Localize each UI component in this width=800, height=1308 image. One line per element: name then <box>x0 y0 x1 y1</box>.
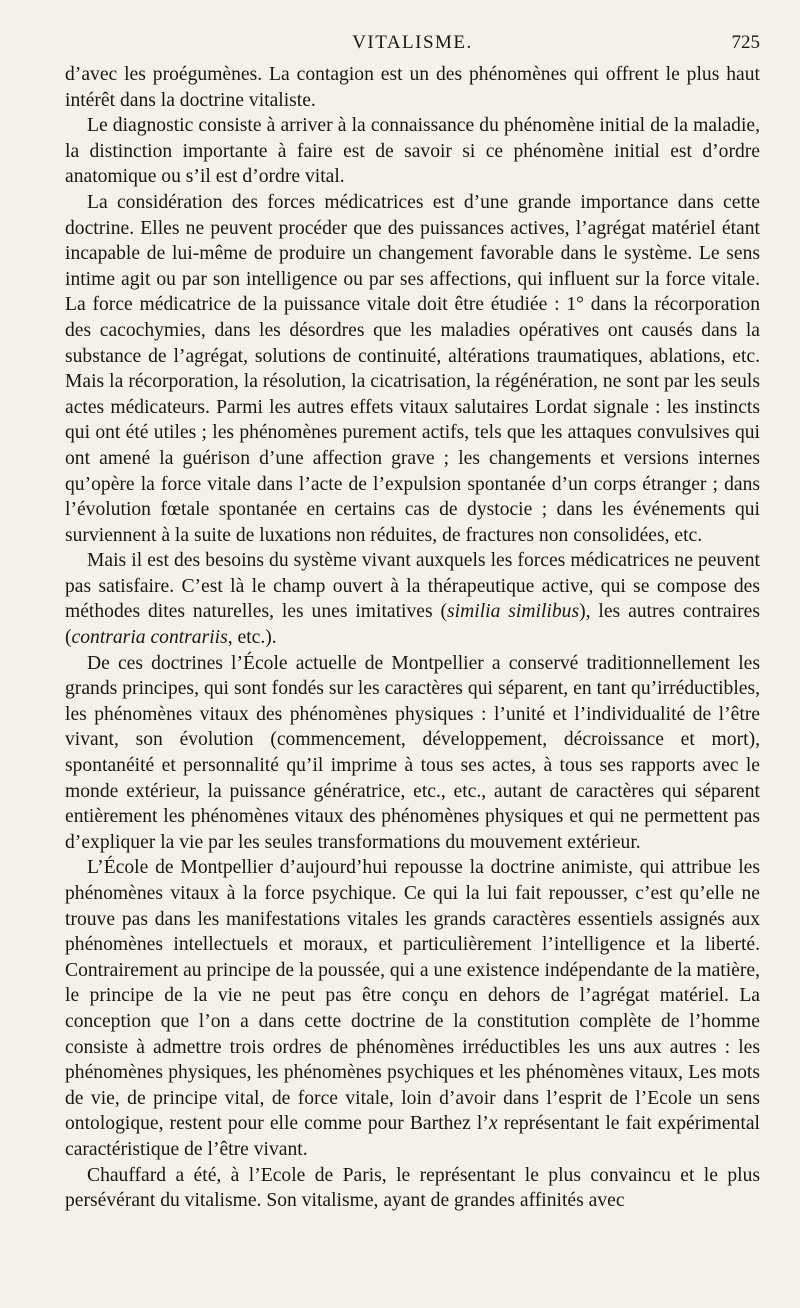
italic-similia-similibus: similia similibus <box>447 601 580 623</box>
italic-x: x <box>488 1113 498 1135</box>
running-title: VITALISME. <box>352 32 473 53</box>
paragraph-4 <box>65 548 760 650</box>
paragraph-5: De ces doctrines l’École actuelle de Montpellier a conservé traditionnellement les grands principes, qui sont fondés sur les caractères qui séparent, en tant qu’irréductibles, les phénomènes vitaux des phénomènes physiques : l’unité et l’individualité de l’être vivant, son évolution (commencement, développement, décroissance et mort), spontanéité et personnalité qu’il imprime à tous ses actes, à tous ses rapports avec le monde extérieur, la puissance génératrice, etc., etc., autant de caractères qui séparent entièrement les phénomènes vitaux des phénomènes physiques et qui ne permettent pas d’expliquer la vie par les seules transformations du mouvement extérieur. <box>65 652 760 853</box>
paragraph-6 <box>65 855 760 1162</box>
paragraph-3: La considération des forces médicatrices est d’une grande importance dans cette doctrine. Elles ne peuvent procéder que des puissances actives, l’agrégat matériel étant incapable de lui-même de produire un changement favorable dans le système. Le sens intime agit ou par son intelligence ou par ses affections, qui influent sur la force vitale. La force médicatrice de la puissance vitale doit être étudiée : 1° dans la récorporation des cacochymies, dans les désordres que les maladies opératives ont causés dans la substance de l’agrégat, solutions de continuité, altérations traumatiques, ablations, etc. Mais la récorporation, la résolution, la cicatrisation, la régénération, ne sont par les seuls actes médicateurs. Parmi les autres effets vitaux salutaires Lordat signale : les instincts qui ont été utiles ; les phénomènes purement actifs, tels que les attaques convulsives qui ont amené la guérison d’une affection grave ; les changements et versions internes qu’opère la force vitale dans l’acte de l’expulsion spontanée d’un corps étranger ; dans l’évolution fœtale spontanée en certains cas de dystocie ; dans les événements qui surviennent à la suite de luxations non réduites, de fractures non consolidées, etc. <box>65 191 760 546</box>
paragraph-1: d’avec les proégumènes. La contagion est un des phénomènes qui offrent le plus haut intérêt dans la doctrine vitaliste. <box>65 64 760 111</box>
paragraph-7: Chauffard a été, à l’Ecole de Paris, le représentant le plus convaincu et le plus persévérant du vitalisme. Son vitalisme, ayant de grandes affinités avec <box>65 1164 760 1212</box>
page-number: 725 <box>731 32 760 53</box>
paragraph-2: Le diagnostic consiste à arriver à la connaissance du phénomène initial de la maladie, la distinction importante à faire est de savoir si ce phénomène initial est d’ordre anatomique ou s’il est d’ordre vital. <box>65 115 760 188</box>
paragraph-4-part-3: , etc.). <box>227 627 277 649</box>
paragraph-6-part-2: représentant le fait expérimental caractéristique de l’être vivant. <box>65 1113 761 1160</box>
paragraph-4-part-2: ), les autres contraires ( <box>65 601 760 649</box>
paragraph-6-part-1: L’École de Montpellier d’aujourd’hui repousse la doctrine animiste, qui attribue les phénomènes vitaux à la force psychique. Ce qui la lui fait repousser, c’est qu’elle ne trouve pas dans les manifestations vitales les grands caractères essentiels assignés aux phénomènes intellectuels et moraux, et particulièrement l’intelligence et la liberté. Contrairement au principe de la poussée, qui a une existence indépendante de la matière, le principe de la vie ne peut pas être conçu en dehors de l’agrégat matériel. La conception que l’on a dans cette doctrine de la constitution complète de l’homme consiste à admettre trois ordres de phénomènes irréductibles les uns aux autres : les phénomènes physiques, les phénomènes psychiques et les phénomènes vitaux, Les mots de vie, de principe vital, de force vitale, loin d’avoir dans l’esprit de l’Ecole un sens ontologique, restent pour elle comme pour Barthez l’ <box>65 857 760 1135</box>
body-text <box>65 62 760 1214</box>
italic-contraria-contrariis: contraria contrariis <box>71 627 228 649</box>
page-header <box>65 28 760 62</box>
paragraph-4-part-1: Mais il est des besoins du système vivant auxquels les forces médicatrices ne peuvent pas satisfaire. C’est là le champ ouvert à la thérapeutique active, qui se compose des méthodes dites naturelles, les unes imitatives ( <box>65 550 760 623</box>
